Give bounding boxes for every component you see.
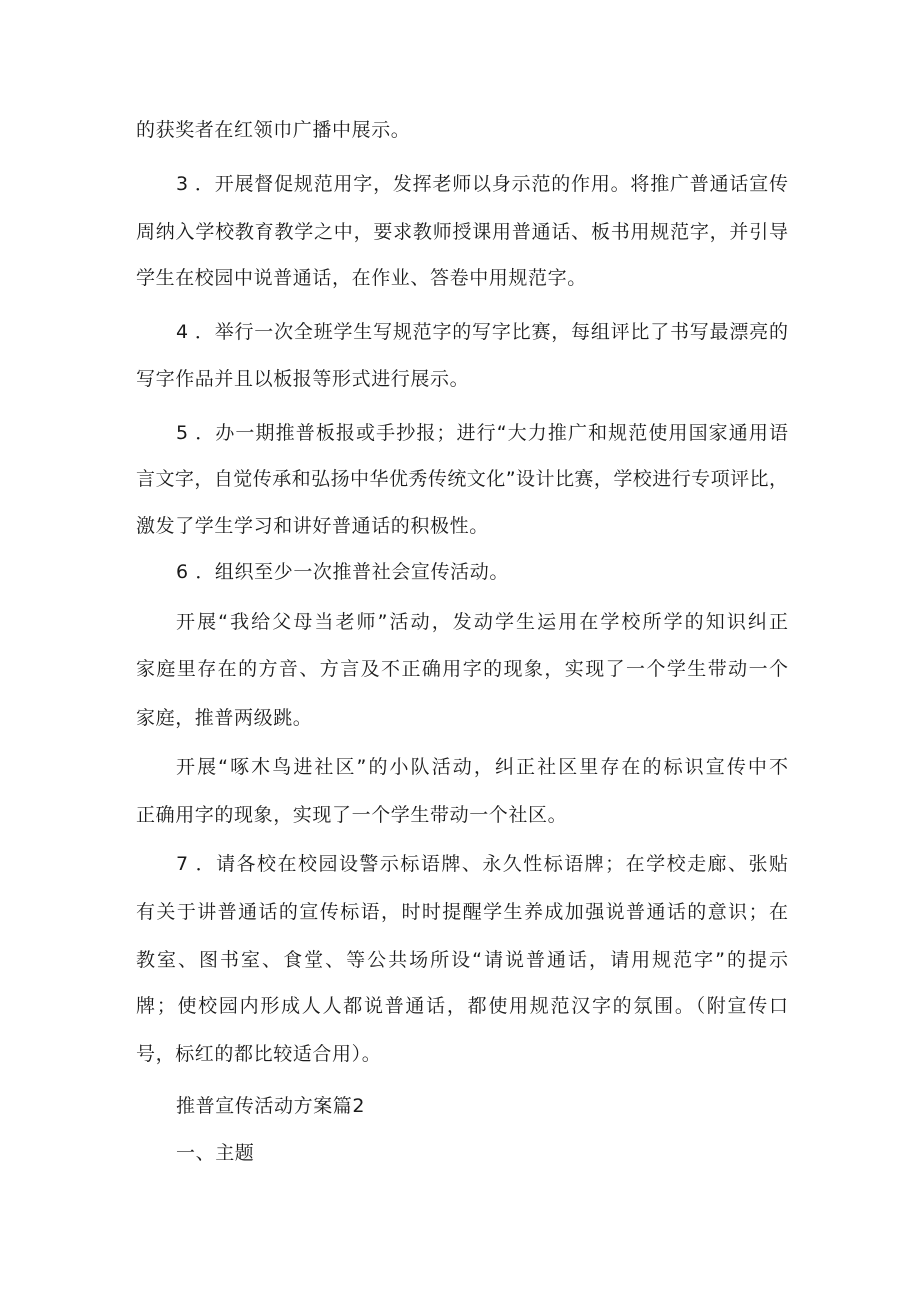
text-line: 7 ．请各校在校园设警示标语牌、永久性标语牌；在学校走廊、张贴 [176, 853, 788, 875]
section-title: 推普宣传活动方案篇2 [176, 1095, 366, 1117]
text-line: 家庭，推普两级跳。 [136, 707, 313, 729]
text-line: 5 ．办一期推普板报或手抄报；进行“大力推广和规范使用国家通用语 [176, 422, 788, 444]
text-line: 3 ．开展督促规范用字，发挥老师以身示范的作用。将推广普通话宣传 [176, 173, 788, 195]
text-line: 号，标红的都比较适合用）。 [136, 1043, 382, 1065]
text-line: 言文字，自觉传承和弘扬中华优秀传统文化”设计比赛，学校进行专项评比， [136, 468, 788, 490]
text-line: 学生在校园中说普通话，在作业、答卷中用规范字。 [136, 267, 587, 289]
text-line: 牌；使校园内形成人人都说普通话，都使用规范汉字的氛围。（附宣传口 [136, 995, 788, 1017]
text-line: 的获奖者在红领巾广播中展示。 [136, 119, 411, 141]
text-line: 开展“啄木鸟进社区”的小队活动，纠正社区里存在的标识宣传中不 [176, 756, 788, 778]
section-heading: 一、主题 [176, 1142, 255, 1164]
text-line: 开展“我给父母当老师”活动，发动学生运用在学校所学的知识纠正 [176, 611, 788, 633]
text-line: 6 ．组织至少一次推普社会宣传活动。 [176, 561, 509, 583]
text-line: 正确用字的现象，实现了一个学生带动一个社区。 [136, 804, 568, 826]
text-line: 激发了学生学习和讲好普通话的积极性。 [136, 515, 489, 537]
text-line: 家庭里存在的方音、方言及不正确用字的现象，实现了一个学生带动一个 [136, 658, 788, 680]
text-line: 教室、图书室、食堂、等公共场所设“请说普通话，请用规范字”的提示 [136, 949, 788, 971]
text-line: 有关于讲普通话的宣传标语，时时提醒学生养成加强说普通话的意识；在 [136, 901, 788, 923]
text-line: 4 ．举行一次全班学生写规范字的写字比赛，每组评比了书写最漂亮的 [176, 321, 788, 343]
text-line: 周纳入学校教育教学之中，要求教师授课用普通话、板书用规范字，并引导 [136, 221, 788, 243]
text-line: 写字作品并且以板报等形式进行展示。 [136, 368, 470, 390]
